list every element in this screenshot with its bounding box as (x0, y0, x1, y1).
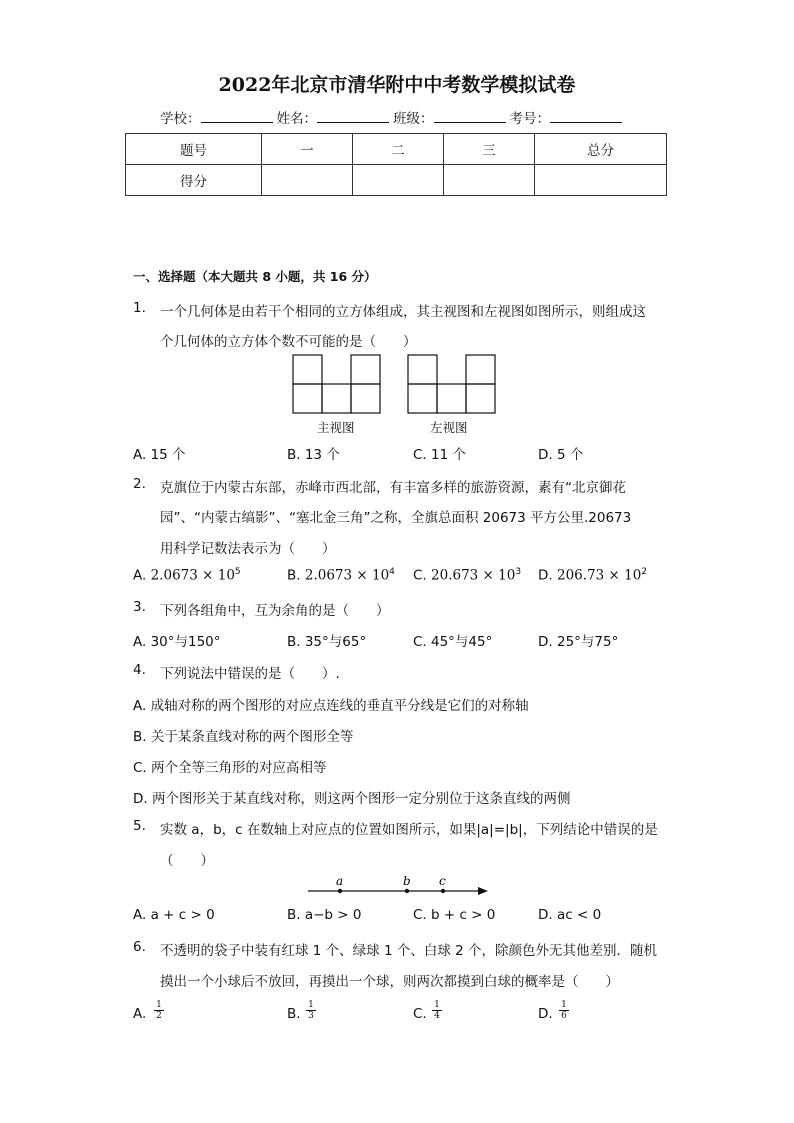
option-exponent: 5 (234, 567, 241, 577)
option-c[interactable]: C. 45°与45° (413, 634, 493, 650)
fraction-numerator: 1 (306, 1000, 316, 1011)
point-c (441, 889, 445, 893)
header-cell: 一 (262, 134, 353, 165)
option-b[interactable]: B. 35°与65° (287, 634, 367, 650)
page-title: 2022年北京市清华附中中考数学模拟试卷 (218, 74, 576, 96)
option-exponent: 3 (515, 567, 522, 577)
left-view-cube (466, 355, 495, 384)
number-label: 考号： (509, 111, 550, 127)
option-a[interactable]: A. 15 个 (133, 447, 186, 463)
point-c-label: c (439, 874, 446, 888)
option-label: D. (538, 1006, 553, 1022)
option-label: C. (413, 1006, 427, 1022)
header-cell: 题号 (126, 134, 262, 165)
fraction-numerator: 1 (559, 1000, 569, 1011)
score-table (125, 133, 667, 196)
option-a[interactable] (133, 1006, 146, 1022)
option-c[interactable]: C. b + c > 0 (413, 907, 496, 923)
front-view-cube (293, 355, 322, 384)
question-text-line: 一个几何体是由若干个相同的立方体组成，其主视图和左视图如图所示，则组成这 (160, 304, 646, 320)
score-cell[interactable] (444, 165, 535, 196)
score-table-header-row (126, 134, 667, 165)
left-view-cube (408, 384, 437, 413)
front-view-cube (351, 355, 380, 384)
fraction-denominator: 2 (156, 1011, 162, 1021)
option-exponent: 4 (389, 567, 395, 577)
option-c[interactable]: C. 两个全等三角形的对应高相等 (133, 760, 327, 776)
option-label: B. (287, 1006, 301, 1022)
question-number: 6. (133, 939, 146, 955)
option-d-fraction (559, 1000, 569, 1021)
fraction-denominator: 4 (434, 1011, 440, 1021)
left-view-cube (408, 355, 437, 384)
option-a-fraction (154, 1000, 164, 1021)
score-cell[interactable] (262, 165, 353, 196)
option-d[interactable]: D. 两个图形关于某直线对称，则这两个图形一定分别位于这条直线的两侧 (133, 791, 571, 807)
score-cell[interactable] (353, 165, 444, 196)
option-d[interactable] (538, 567, 647, 584)
question-text-line: 摸出一个小球后不放回，再摸出一个球，则两次都摸到白球的概率是（ ） (160, 974, 619, 990)
score-table-score-row (126, 165, 667, 196)
option-c-fraction (432, 1000, 442, 1021)
question-text-line: 园”、“内蒙古缟影”、“塞北金三角”之称，全旗总面积 20673 平方公里.20673 (160, 510, 632, 526)
option-a[interactable]: A. a + c > 0 (133, 907, 215, 923)
question-number: 2. (133, 476, 146, 492)
header-cell: 总分 (535, 134, 667, 165)
option-exponent: 2 (641, 567, 648, 577)
option-c[interactable] (413, 567, 521, 584)
school-blank[interactable] (201, 110, 273, 123)
option-label: A. (133, 1006, 147, 1022)
option-value: 206.73 × 10 (556, 567, 642, 584)
three-view-figure (290, 352, 510, 416)
question-number: 3. (133, 599, 146, 615)
name-label: 姓名： (276, 111, 317, 127)
option-value: 20.673 × 10 (431, 567, 516, 584)
header-cell: 二 (353, 134, 444, 165)
question-text-line: 实数 a，b，c 在数轴上对应点的位置如图所示，如果|a|=|b|，下列结论中错误的是 (160, 822, 658, 838)
fraction-numerator: 1 (154, 1000, 164, 1011)
number-blank[interactable] (550, 110, 622, 123)
option-label: B. (287, 567, 301, 584)
class-label: 班级： (393, 111, 434, 127)
front-view-label: 主视图 (317, 420, 355, 435)
question-text-line: 下列各组角中，互为余角的是（ ） (160, 603, 390, 619)
question-text-line: 克旗位于内蒙古东部，赤峰市西北部，有丰富多样的旅游资源，素有“北京御花 (160, 480, 626, 496)
option-d[interactable]: D. 5 个 (538, 447, 584, 463)
question-text-line: 个几何体的立方体个数不可能的是（ ） (160, 334, 417, 350)
question-text-line: 用科学记数法表示为（ ） (160, 541, 336, 557)
option-value: 2.0673 × 10 (304, 567, 390, 584)
option-label: A. (133, 567, 147, 584)
option-b[interactable]: B. 关于某条直线对称的两个图形全等 (133, 729, 354, 745)
option-b[interactable]: B. a−b > 0 (287, 907, 362, 923)
option-d[interactable]: D. ac < 0 (538, 907, 602, 923)
front-view-cube (322, 384, 351, 413)
option-a[interactable] (133, 567, 241, 584)
front-view-cube (351, 384, 380, 413)
row-label-cell: 得分 (126, 165, 262, 196)
number-line-figure (305, 872, 495, 902)
option-b-fraction (306, 1000, 316, 1021)
point-a-label: a (336, 874, 344, 888)
fraction-numerator: 1 (432, 1000, 442, 1011)
option-b[interactable] (287, 567, 395, 584)
section-heading: 一、选择题（本大题共 8 小题，共 16 分） (133, 269, 377, 284)
student-info-line (160, 107, 626, 127)
option-a[interactable]: A. 30°与150° (133, 634, 221, 650)
option-value: 2.0673 × 10 (150, 567, 235, 584)
question-text-line: 下列说法中错误的是（ ）. (160, 666, 340, 682)
question-number: 1. (133, 300, 146, 316)
score-cell[interactable] (535, 165, 667, 196)
fraction-denominator: 3 (308, 1011, 314, 1021)
option-c[interactable] (413, 1006, 427, 1022)
option-d[interactable] (538, 1006, 553, 1022)
axis-arrow-icon (478, 887, 488, 895)
name-blank[interactable] (317, 110, 389, 123)
fraction-denominator: 6 (561, 1011, 567, 1021)
left-view-cube (466, 384, 495, 413)
option-b[interactable] (287, 1006, 301, 1022)
question-number: 5. (133, 818, 146, 834)
class-blank[interactable] (434, 110, 506, 123)
point-b-label: b (403, 874, 411, 888)
question-text-line: （ ） (160, 853, 214, 869)
left-view-label: 左视图 (430, 420, 468, 435)
question-number: 4. (133, 662, 146, 678)
option-label: C. (413, 567, 427, 584)
left-view-cube (437, 384, 466, 413)
question-text-line: 不透明的袋子中装有红球 1 个、绿球 1 个、白球 2 个，除颜色外无其他差别．随机 (160, 943, 658, 959)
header-cell: 三 (444, 134, 535, 165)
front-view-cube (293, 384, 322, 413)
point-a (338, 889, 342, 893)
option-label: D. (538, 567, 553, 584)
point-b (405, 889, 409, 893)
school-label: 学校： (160, 111, 201, 127)
option-c[interactable]: C. 11 个 (413, 447, 466, 463)
option-b[interactable]: B. 13 个 (287, 447, 340, 463)
option-d[interactable]: D. 25°与75° (538, 634, 619, 650)
option-a[interactable]: A. 成轴对称的两个图形的对应点连线的垂直平分线是它们的对称轴 (133, 698, 529, 714)
